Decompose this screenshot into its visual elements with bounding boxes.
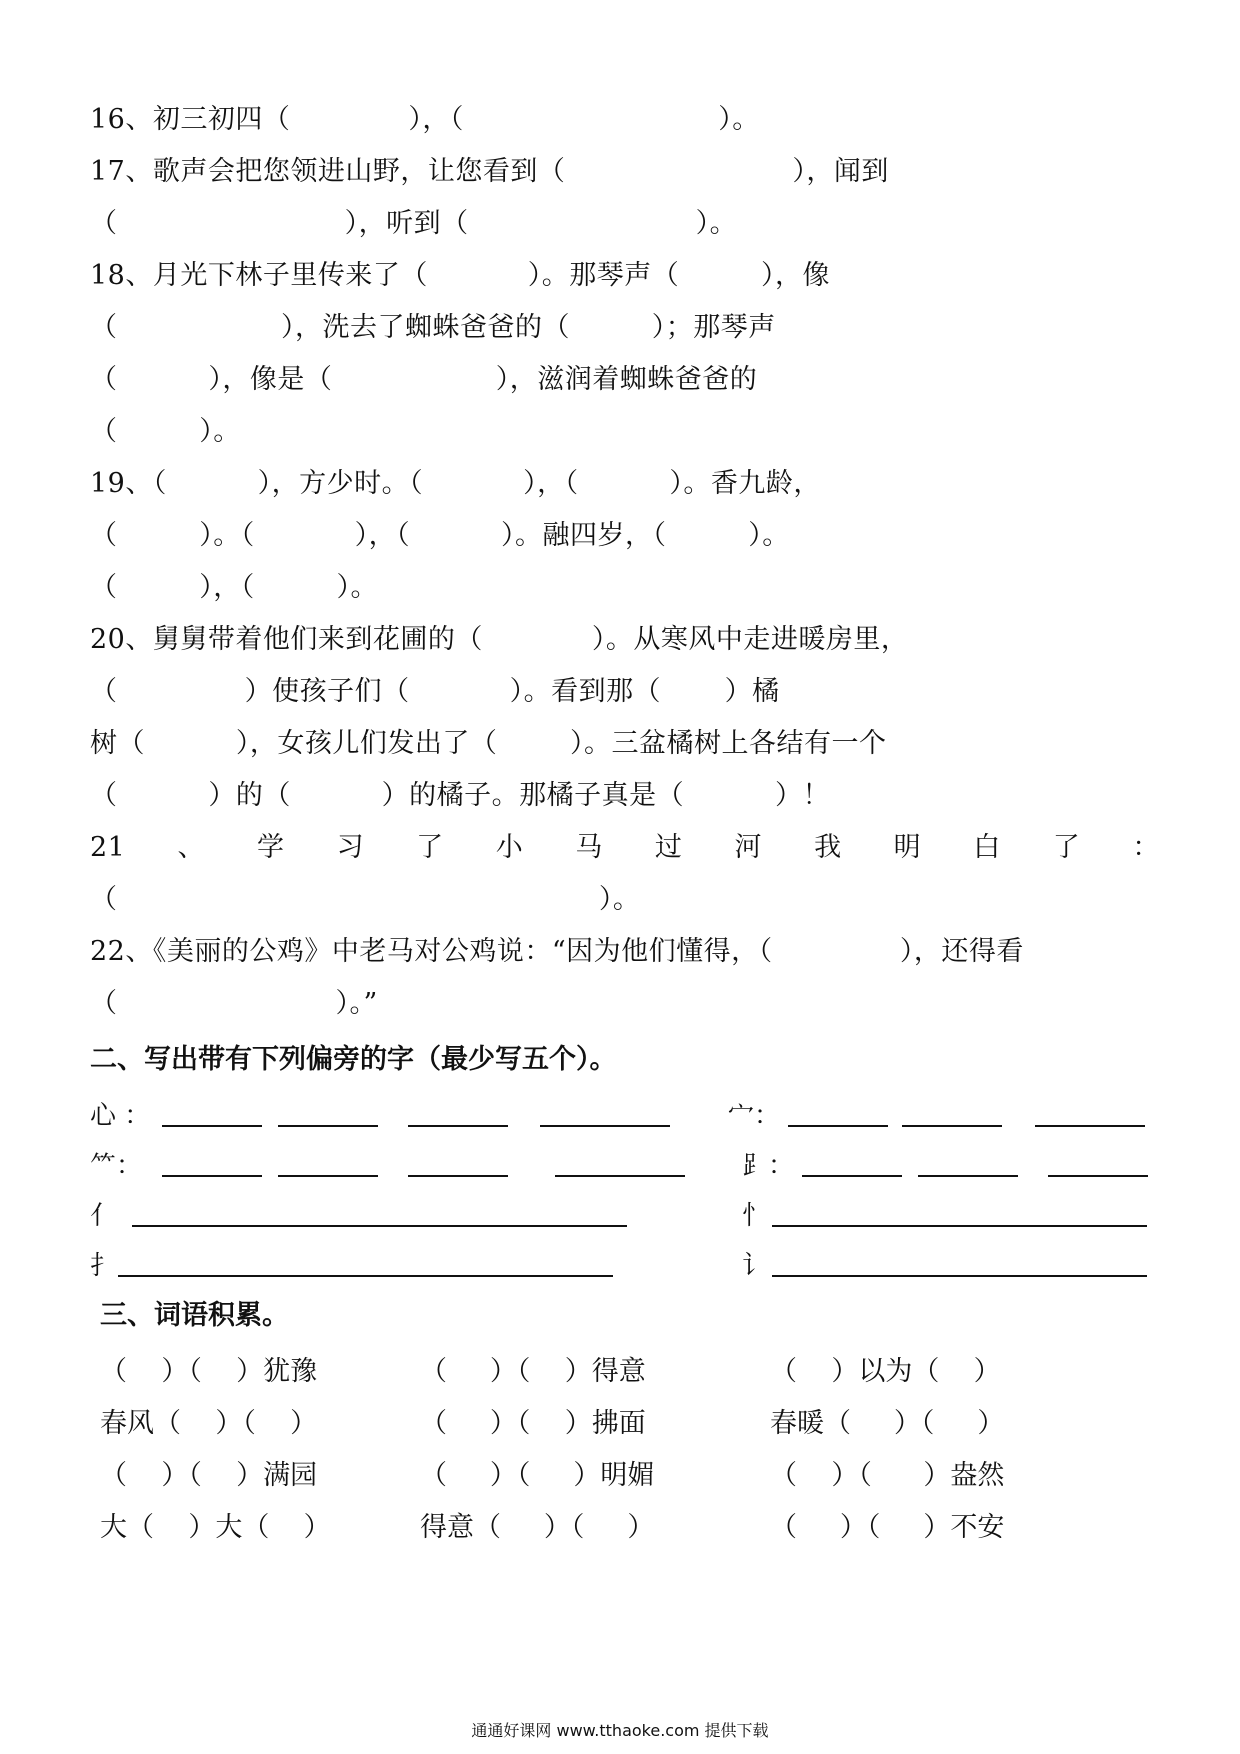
answer-line[interactable]: [772, 1225, 1147, 1227]
answer-line[interactable]: [788, 1125, 888, 1127]
idiom-item: 得意（ ）（ ）: [420, 1512, 655, 1543]
idiom-item: （ ）（ ）明媚: [420, 1460, 655, 1491]
section2-heading: 二、写出带有下列偏旁的字（最少写五个）。: [90, 1044, 617, 1075]
radical-ren: 亻: [90, 1201, 117, 1231]
answer-line[interactable]: [118, 1275, 613, 1277]
q19-line-3: （ ），（ ）。: [90, 572, 378, 603]
answer-line[interactable]: [278, 1125, 378, 1127]
idiom-item: （ ）（ ）满园: [100, 1460, 318, 1491]
radical-yan: 讠: [742, 1251, 769, 1281]
q20-line-2: （ ）使孩子们（ ）。看到那（ ）橘: [90, 676, 780, 707]
answer-line[interactable]: [902, 1125, 1002, 1127]
q21-char: 了: [416, 832, 444, 863]
q18-line-1: 18、月光下林子里传来了（ ）。那琴声（ ），像: [90, 260, 831, 291]
idiom-item: （ ）（ ）得意: [420, 1356, 646, 1387]
idiom-item: （ ）（ ）犹豫: [100, 1356, 318, 1387]
q21-char: 我: [814, 832, 842, 863]
idiom-item: （ ）（ ）拂面: [420, 1408, 646, 1439]
radical-xin: 心 ：: [90, 1101, 151, 1131]
q21-char: 21: [90, 832, 126, 863]
q21-line-2: （ ）。: [90, 884, 641, 915]
q21-char: ：: [1132, 832, 1160, 863]
q17-line-1: 17、歌声会把您领进山野，让您看到（ ），闻到: [90, 156, 889, 187]
q20-line-4: （ ）的（ ）的橘子。那橘子真是（ ）！: [90, 780, 830, 811]
idiom-item: 春暖（ ）（ ）: [770, 1408, 1005, 1439]
q17-line-2: （ ），听到（ ）。: [90, 208, 738, 239]
q21-char: 明: [893, 832, 922, 863]
answer-line[interactable]: [408, 1175, 508, 1177]
answer-line[interactable]: [162, 1125, 262, 1127]
idiom-item: （ ）（ ）不安: [770, 1512, 1005, 1543]
q21-char: 了: [1052, 832, 1081, 863]
answer-line[interactable]: [772, 1275, 1147, 1277]
answer-line[interactable]: [555, 1175, 685, 1177]
radical-zu: ⻊：: [742, 1151, 795, 1181]
idiom-item: （ ）（ ）盎然: [770, 1460, 1005, 1491]
q22-line-1: 22、《美丽的公鸡》中老马对公鸡说：“因为他们懂得，（ ），还得看: [90, 936, 1024, 967]
radical-zhu: ⺮：: [90, 1151, 143, 1181]
q21-char: 马: [575, 832, 603, 863]
q18-line-3: （ ），像是（ ），滋润着蜘蛛爸爸的: [90, 364, 758, 395]
radical-mian: 宀：: [728, 1101, 781, 1131]
q21-char: 、: [177, 832, 205, 863]
section3-heading: 三、词语积累。: [100, 1300, 289, 1331]
answer-line[interactable]: [408, 1125, 508, 1127]
answer-line[interactable]: [1035, 1125, 1145, 1127]
q20-line-3: 树（ ），女孩儿们发出了（ ）。三盆橘树上各结有一个: [90, 728, 887, 759]
q21-char: 河: [734, 832, 762, 863]
q21-char: 习: [336, 832, 365, 863]
idiom-item: 大（ ）大（ ）: [100, 1512, 331, 1543]
q19-line-2: （ ）。（ ），（ ）。融四岁，（ ）。: [90, 520, 790, 551]
q22-line-2: （ ）。”: [90, 988, 378, 1019]
idiom-item: （ ）以为（ ）: [770, 1356, 1001, 1387]
q18-line-2: （ ），洗去了蜘蛛爸爸的（ ）；那琴声: [90, 312, 776, 343]
answer-line[interactable]: [918, 1175, 1018, 1177]
answer-line[interactable]: [1048, 1175, 1148, 1177]
q21-char: 过: [654, 832, 683, 863]
q21-line-1: [90, 828, 1160, 868]
idiom-item: 春风（ ）（ ）: [100, 1408, 318, 1439]
answer-line[interactable]: [278, 1175, 378, 1177]
answer-line[interactable]: [802, 1175, 902, 1177]
radical-shu: 忄: [742, 1201, 769, 1231]
radical-shou: 扌: [90, 1251, 117, 1281]
q19-line-1: 19、（ ），方少时。（ ），（ ）。香九龄，: [90, 468, 821, 499]
q21-char: 小: [495, 832, 524, 863]
q18-line-4: （ ）。: [90, 416, 241, 447]
footer-credit: 通通好课网 www.tthaoke.com 提供下载: [471, 1721, 769, 1740]
q16-line: 16、初三初四（ ），（ ）。: [90, 104, 760, 135]
q21-char: 学: [257, 832, 285, 863]
answer-line[interactable]: [162, 1175, 262, 1177]
q20-line-1: 20、舅舅带着他们来到花圃的（ ）。从寒风中走进暖房里，: [90, 624, 909, 655]
answer-line[interactable]: [132, 1225, 627, 1227]
q21-char: 白: [973, 832, 1001, 863]
answer-line[interactable]: [540, 1125, 670, 1127]
